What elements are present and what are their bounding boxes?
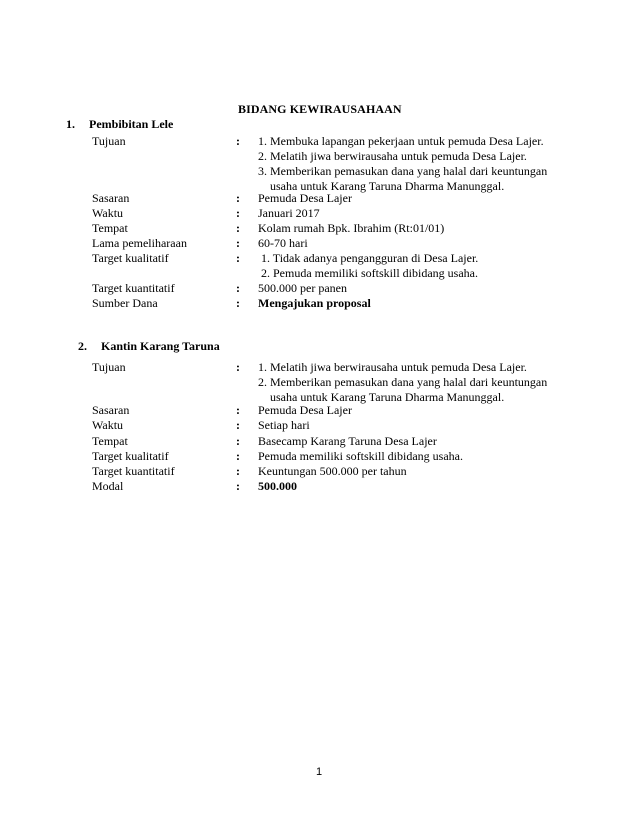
- page-number: 1: [315, 766, 323, 778]
- field-value-line: 1. Membuka lapangan pekerjaan untuk pemuda Desa Lajer.: [258, 134, 544, 148]
- field-value-line: usaha untuk Karang Taruna Dharma Manunggal.: [270, 179, 505, 193]
- field-label: Tujuan: [92, 134, 126, 148]
- section-title: Pembibitan Lele: [89, 117, 174, 131]
- page-title: BIDANG KEWIRAUSAHAAN: [238, 102, 402, 116]
- field-value-line: 500.000: [258, 479, 297, 493]
- field-value: [258, 479, 568, 494]
- field-value: [258, 134, 568, 194]
- field-value-line: 2. Melatih jiwa berwirausaha untuk pemuda Desa Lajer.: [258, 149, 527, 163]
- field-value: [258, 464, 568, 479]
- field-value: [258, 434, 568, 449]
- section-title: Kantin Karang Taruna: [101, 339, 220, 353]
- field-colon: :: [236, 360, 240, 374]
- field-value-line: 1. Tidak adanya pengangguran di Desa Lajer.: [261, 251, 479, 265]
- field-label: Sasaran: [92, 191, 130, 205]
- field-label: Sumber Dana: [92, 296, 158, 310]
- field-value: [258, 206, 568, 221]
- field-value: [258, 221, 568, 236]
- field-value-line: 1. Melatih jiwa berwirausaha untuk pemuda Desa Lajer.: [258, 360, 527, 374]
- field-colon: :: [236, 403, 240, 417]
- field-colon: :: [236, 191, 240, 205]
- field-value-line: 500.000 per panen: [258, 281, 347, 295]
- field-colon: :: [236, 296, 240, 310]
- field-value-line: Pemuda Desa Lajer: [258, 191, 352, 205]
- field-value-line: usaha untuk Karang Taruna Dharma Manunggal.: [270, 390, 505, 404]
- field-value-line: 60-70 hari: [258, 236, 308, 250]
- field-value-line: Keuntungan 500.000 per tahun: [258, 464, 407, 478]
- field-value: [258, 251, 568, 281]
- field-label: Modal: [92, 479, 124, 493]
- field-value: [258, 281, 568, 296]
- field-colon: :: [236, 479, 240, 493]
- field-value-line: Pemuda Desa Lajer: [258, 403, 352, 417]
- section-number: 2.: [78, 339, 87, 353]
- field-value: [258, 296, 568, 311]
- field-colon: :: [236, 134, 240, 148]
- field-value-line: Mengajukan proposal: [258, 296, 371, 310]
- field-label: Tempat: [92, 434, 128, 448]
- field-label: Target kuantitatif: [92, 464, 175, 478]
- field-colon: :: [236, 418, 240, 432]
- field-label: Target kuantitatif: [92, 281, 175, 295]
- field-colon: :: [236, 434, 240, 448]
- field-label: Waktu: [92, 206, 124, 220]
- field-value-line: 2. Memberikan pemasukan dana yang halal dari keuntungan: [258, 375, 548, 389]
- field-label: Target kualitatif: [92, 449, 169, 463]
- field-value-line: 2. Pemuda memiliki softskill dibidang usaha.: [261, 266, 478, 280]
- field-value-line: Setiap hari: [258, 418, 310, 432]
- field-value: [258, 360, 568, 405]
- section-heading: [66, 117, 173, 132]
- field-value: [258, 449, 568, 464]
- field-colon: :: [236, 464, 240, 478]
- field-value: [258, 403, 568, 418]
- field-value: [258, 418, 568, 433]
- field-value-line: 3. Memberikan pemasukan dana yang halal dari keuntungan: [258, 164, 548, 178]
- field-colon: :: [236, 236, 240, 250]
- field-value: [258, 236, 568, 251]
- field-label: Waktu: [92, 418, 124, 432]
- field-colon: :: [236, 281, 240, 295]
- field-value-line: Kolam rumah Bpk. Ibrahim (Rt:01/01): [258, 221, 445, 235]
- field-label: Tujuan: [92, 360, 126, 374]
- field-colon: :: [236, 221, 240, 235]
- field-colon: :: [236, 449, 240, 463]
- section-number: 1.: [66, 117, 75, 131]
- field-colon: :: [236, 206, 240, 220]
- field-label: Lama pemeliharaan: [92, 236, 187, 250]
- field-label: Sasaran: [92, 403, 130, 417]
- field-value-line: Januari 2017: [258, 206, 320, 220]
- field-label: Target kualitatif: [92, 251, 169, 265]
- field-value-line: Pemuda memiliki softskill dibidang usaha.: [258, 449, 463, 463]
- field-colon: :: [236, 251, 240, 265]
- section-heading: [78, 339, 220, 354]
- field-value: [258, 191, 568, 206]
- field-label: Tempat: [92, 221, 128, 235]
- field-value-line: Basecamp Karang Taruna Desa Lajer: [258, 434, 437, 448]
